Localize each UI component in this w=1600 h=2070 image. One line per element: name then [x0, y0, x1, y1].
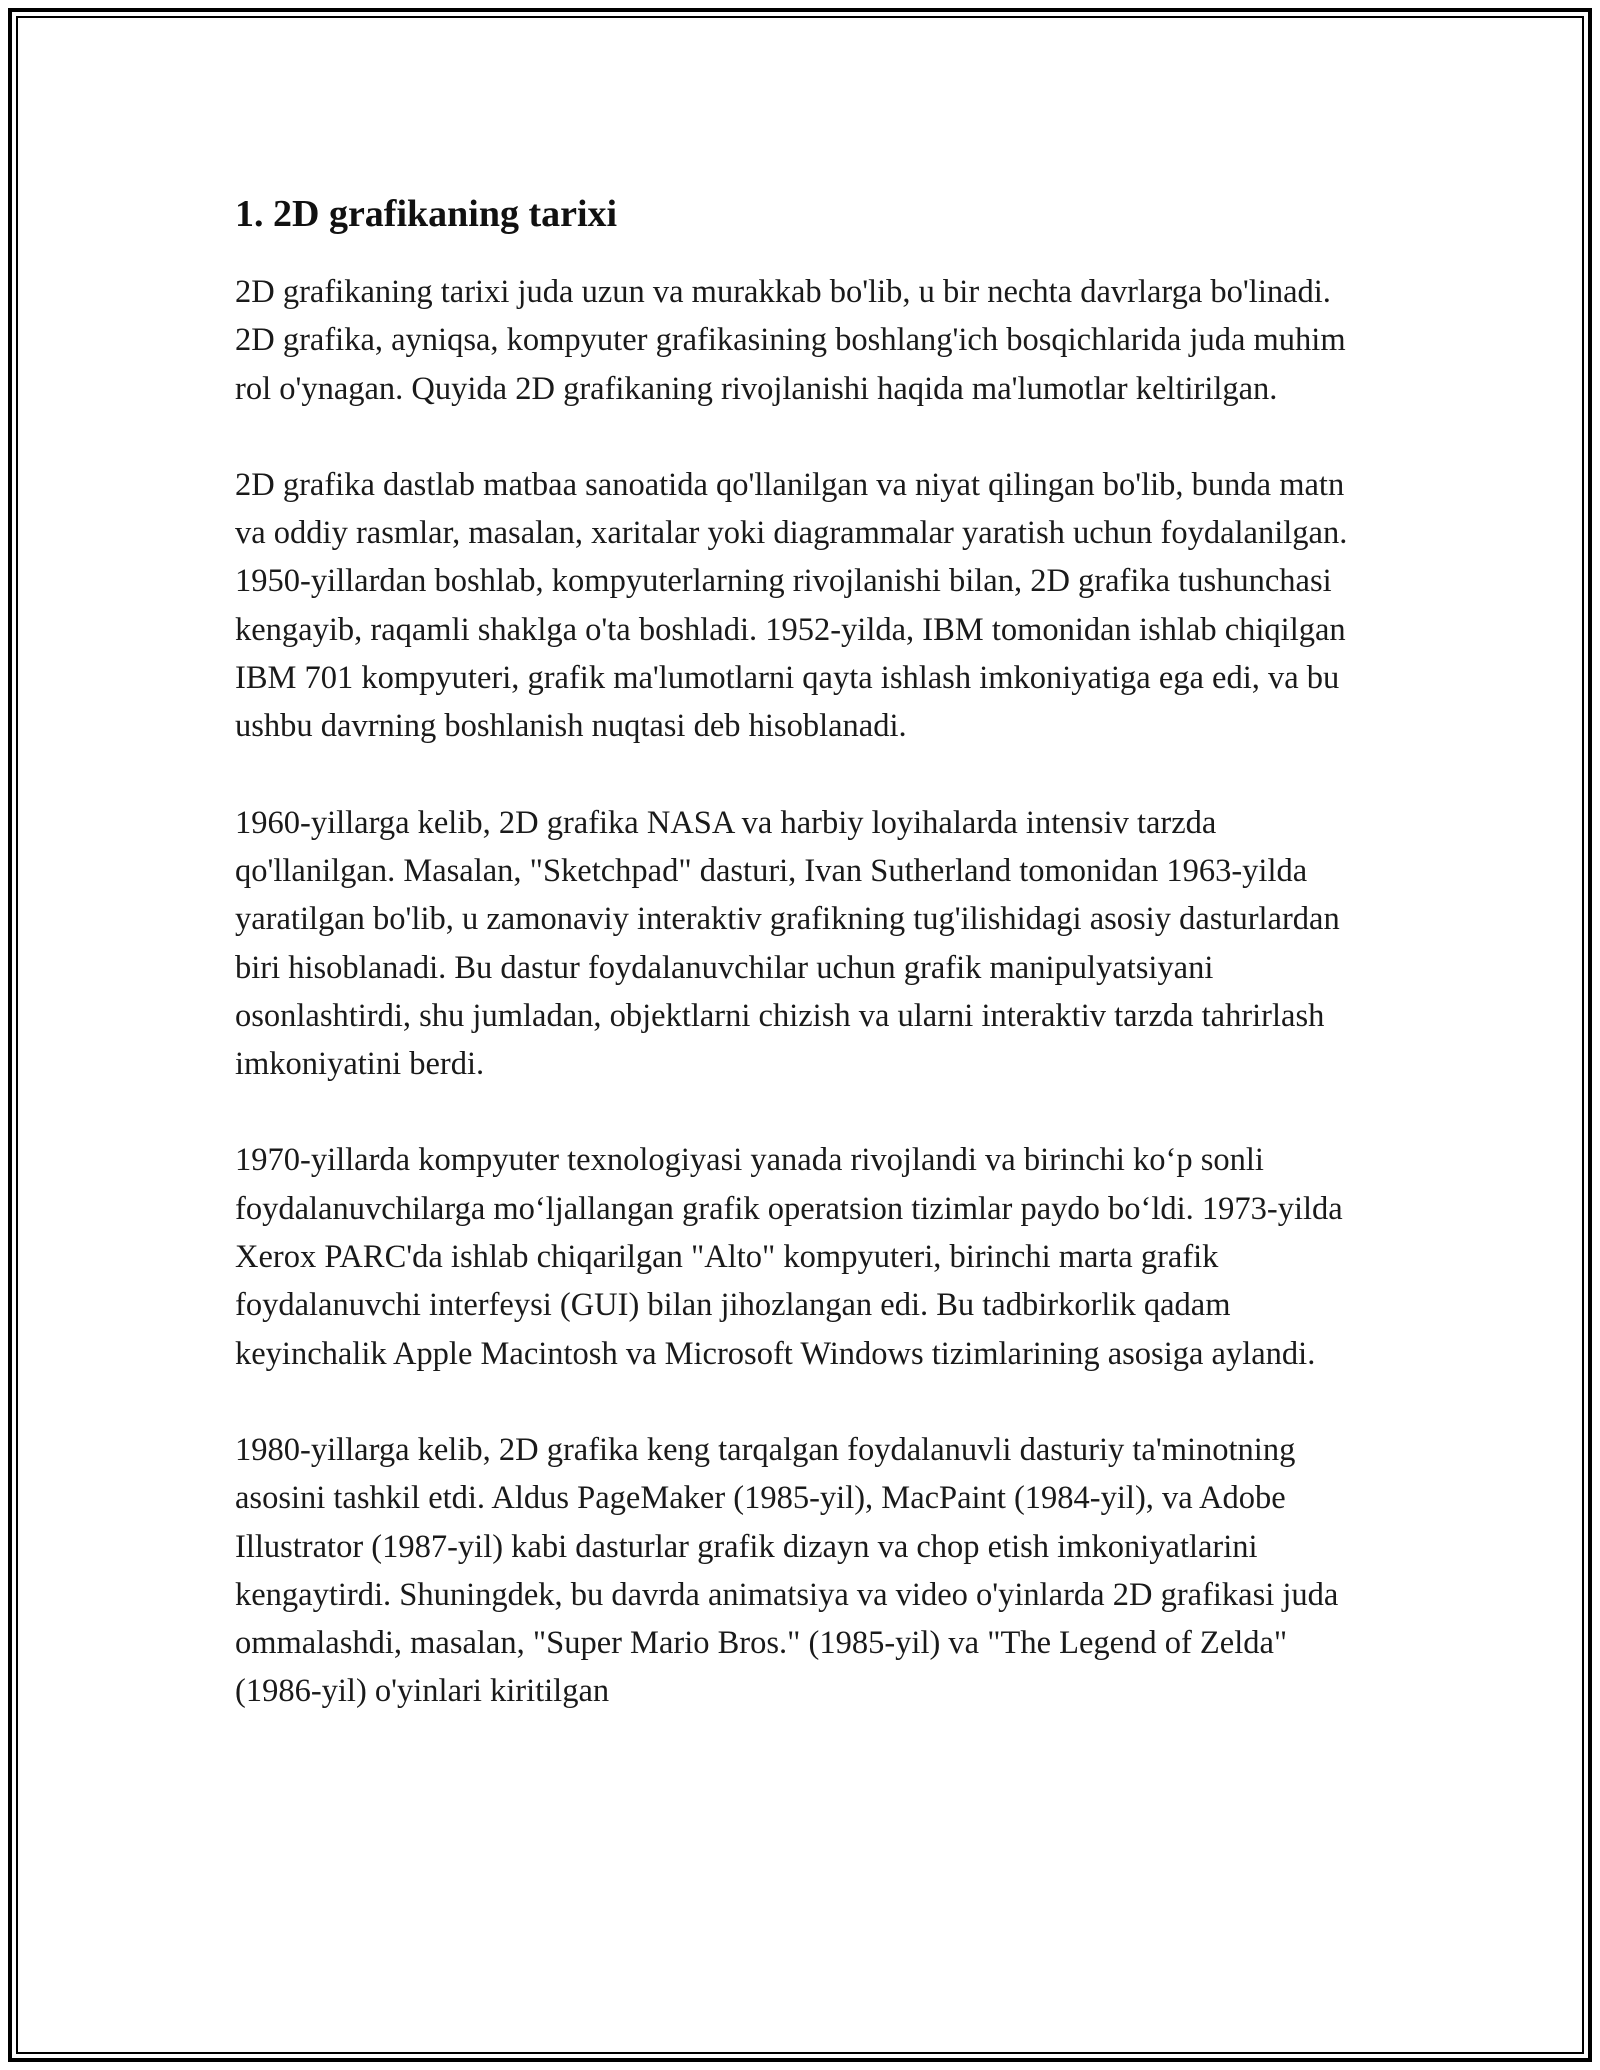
paragraph-1950s: 2D grafika dastlab matbaa sanoatida qo'llanilgan va niyat qilingan bo'lib, bunda matn va oddiy rasmlar, masalan, xaritalar yoki diagrammalar yaratish uchun foydalanilgan. 1950-yillardan boshlab, kompyuterlarning rivojlanishi bilan, 2D grafika tushunchasi kengayib, raqamli shaklga o'ta boshladi. 1952-yilda, IBM tomonidan ishlab chiqilgan IBM 701 kompyuteri, grafik ma'lumotlarni qayta ishlash imkoniyatiga ega edi, va bu ushbu davrning boshlanish nuqtasi deb hisoblanadi.: [235, 466, 1348, 745]
document-body: [235, 188, 1370, 1716]
section-title: 1. 2D grafikaning tarixi: [235, 193, 618, 235]
paragraph-1980s: 1980-yillarga kelib, 2D grafika keng tarqalgan foydalanuvli dasturiy ta'minotning asosini tashkil etdi. Aldus PageMaker (1985-yil), MacPaint (1984-yil), va Adobe Illustrator (1987-yil) kabi dasturlar grafik dizayn va chop etish imkoniyatlarini kengaytirdi. Shuningdek, bu davrda animatsiya va video o'yinlarda 2D grafikasi juda ommalashdi, masalan, "Super Mario Bros." (1985-yil) va "The Legend of Zelda" (1986-yil) o'yinlari kiritilgan: [235, 1431, 1339, 1710]
paragraph-1970s: 1970-yillarda kompyuter texnologiyasi yanada rivojlandi va birinchi ko‘p sonli foydalanuvchilarga mo‘ljallangan grafik operatsion tizimlar paydo bo‘ldi. 1973-yilda Xerox PARC'da ishlab chiqarilgan "Alto" kompyuteri, birinchi marta grafik foydalanuvchi interfeysi (GUI) bilan jihozlangan edi. Bu tadbirkorlik qadam keyinchalik Apple Macintosh va Microsoft Windows tizimlarining asosiga aylandi.: [235, 1142, 1343, 1372]
paragraph-1960s: 1960-yillarga kelib, 2D grafika NASA va harbiy loyihalarda intensiv tarzda qo'llanilgan. Masalan, "Sketchpad" dasturi, Ivan Sutherland tomonidan 1963-yilda yaratilgan bo'lib, u zamonaviy interaktiv grafikning tug'ilishidagi asosiy dasturlardan biri hisoblanadi. Bu dastur foydalanuvchilar uchun grafik manipulyatsiyani osonlashtirdi, shu jumladan, objektlarni chizish va ularni interaktiv tarzda tahrirlash imkoniyatini berdi.: [235, 804, 1340, 1083]
paragraph-intro: 2D grafikaning tarixi juda uzun va murakkab bo'lib, u bir nechta davrlarga bo'linadi. 2D grafika, ayniqsa, kompyuter grafikasining boshlang'ich bosqichlarida juda muhim rol o'ynagan. Quyida 2D grafikaning rivojlanishi haqida ma'lumotlar keltirilgan.: [235, 274, 1346, 407]
